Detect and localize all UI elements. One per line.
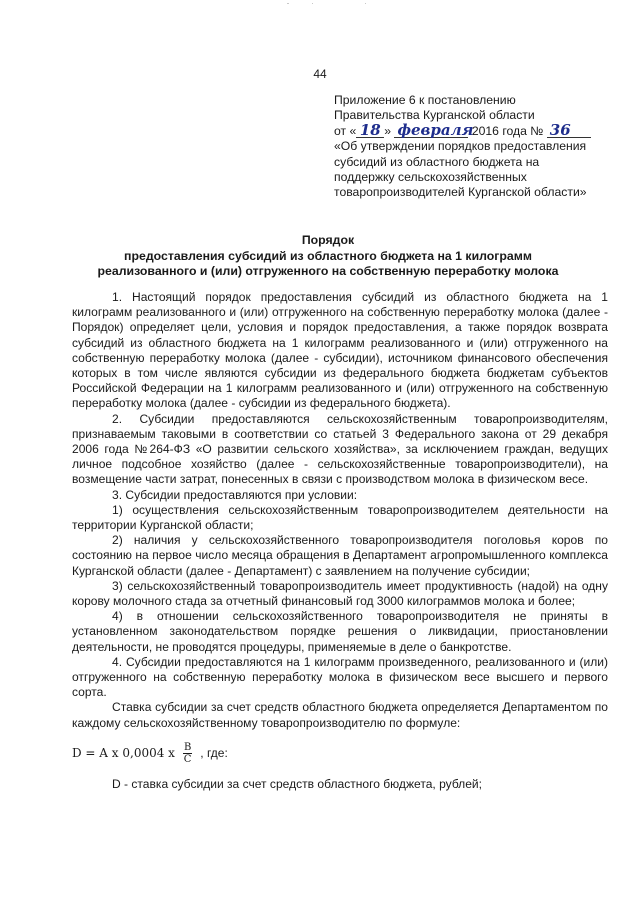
year-text: 2016 года № bbox=[471, 123, 544, 138]
handwritten-month: февраля bbox=[394, 124, 468, 138]
subsidy-formula bbox=[72, 739, 608, 769]
scan-mark bbox=[312, 3, 313, 4]
formula-left: D = A x 0,0004 x bbox=[72, 746, 175, 761]
title-line-2: предоставления субсидий из областного бюджета на 1 килограмм bbox=[124, 248, 532, 263]
document-title bbox=[60, 233, 596, 280]
appendix-line-2: Правительства Курганской области bbox=[334, 108, 535, 123]
handwritten-day: 18 bbox=[356, 124, 384, 138]
scan-mark bbox=[365, 3, 366, 4]
handwritten-number: 36 bbox=[547, 124, 591, 138]
paragraph-1: 1. Настоящий порядок предоставления субсидий из областного бюджета на 1 килограмм реализованного и (или) отгруженного на собственную переработку молока (далее - Порядок) определяет цели, условия и порядок предоставления, а также порядок возврата субсидий из областного бюджета на 1 килограмм реализованного и (или) отгруженного на собственную переработку молока (далее - субсидии), источником финансового обеспечения которых в том числе являются субсидии из федерального бюджета бюджетам субъектов Российской Федерации на 1 килограмм реализованного и (или) отгруженного на собственную переработку молока (далее - субсидии из федерального бюджета). bbox=[72, 290, 608, 411]
formula-fraction bbox=[183, 742, 192, 765]
title-line-1: Порядок bbox=[301, 233, 355, 247]
appendix-date-line bbox=[334, 120, 614, 139]
definition-d: D - ставка субсидии за счет средств областного бюджета, рублей; bbox=[112, 776, 482, 791]
formula-suffix: , где: bbox=[200, 746, 228, 761]
scan-mark bbox=[287, 3, 289, 4]
appendix-line-7: товаропроизводителей Курганской области» bbox=[334, 185, 587, 200]
paragraph-2: 2. Субсидии предоставляются сельскохозяйственным товаропроизводителям, признаваемым таковыми в соответствии со статьей 3 Федерального закона от 29 декабря 2006 года №264-ФЗ «О развитии сельского хозяйства», за исключением граждан, ведущих личное подсобное хозяйство (далее - сельскохозяйственные товаропроизводители), на возмещение части затрат, понесенных в связи с производством молока в физическом весе. bbox=[72, 411, 608, 487]
paragraph-rate: Ставка субсидии за счет средств областного бюджета определяется Департаментом по каждому сельскохозяйственному товаропроизводителю по формуле: bbox=[72, 700, 608, 730]
appendix-header bbox=[334, 93, 614, 201]
page-number: 44 bbox=[313, 67, 327, 81]
condition-2: 2) наличия у сельскохозяйственного товаропроизводителя поголовья коров по состоянию на первое число месяца обращения в Департамент агропромышленного комплекса Курганской области (далее - Департамент) с заявлением на получение субсидии; bbox=[72, 533, 608, 578]
title-line-3: реализованного и (или) отгруженного на собственную переработку молока bbox=[97, 264, 559, 278]
condition-4: 4) в отношении сельскохозяйственного товаропроизводителя не приняты в установленном законодательством порядке решения о ликвидации, приостановлении деятельности, не проводятся процедуры, применяемые в деле о банкротстве. bbox=[72, 609, 608, 654]
document-body bbox=[72, 290, 608, 792]
appendix-line-6: поддержку сельскохозяйственных bbox=[334, 170, 527, 185]
date-separator: » bbox=[384, 123, 392, 138]
appendix-line-5: субсидий из областного бюджета на bbox=[334, 154, 540, 169]
condition-1: 1) осуществления сельскохозяйственным товаропроизводителем деятельности на территории Курганской области; bbox=[72, 502, 608, 533]
formula-denominator: C bbox=[183, 754, 192, 766]
formula-numerator: B bbox=[183, 742, 192, 754]
paragraph-3: 3. Субсидии предоставляются при условии: bbox=[112, 487, 358, 502]
paragraph-4: 4. Субсидии предоставляются на 1 килограмм произведенного, реализованного и (или) отгруженного на собственную переработку молока в физическом весе высшего и первого сорта. bbox=[72, 654, 608, 700]
appendix-line-4: «Об утверждении порядков предоставления bbox=[334, 139, 587, 154]
condition-3: 3) сельскохозяйственный товаропроизводитель имеет продуктивность (надой) на одну корову молочного стада за отчетный финансовый год 3000 килограммов молока и более; bbox=[72, 578, 608, 609]
appendix-line-1: Приложение 6 к постановлению bbox=[334, 93, 516, 107]
date-prefix: от « bbox=[334, 123, 357, 138]
